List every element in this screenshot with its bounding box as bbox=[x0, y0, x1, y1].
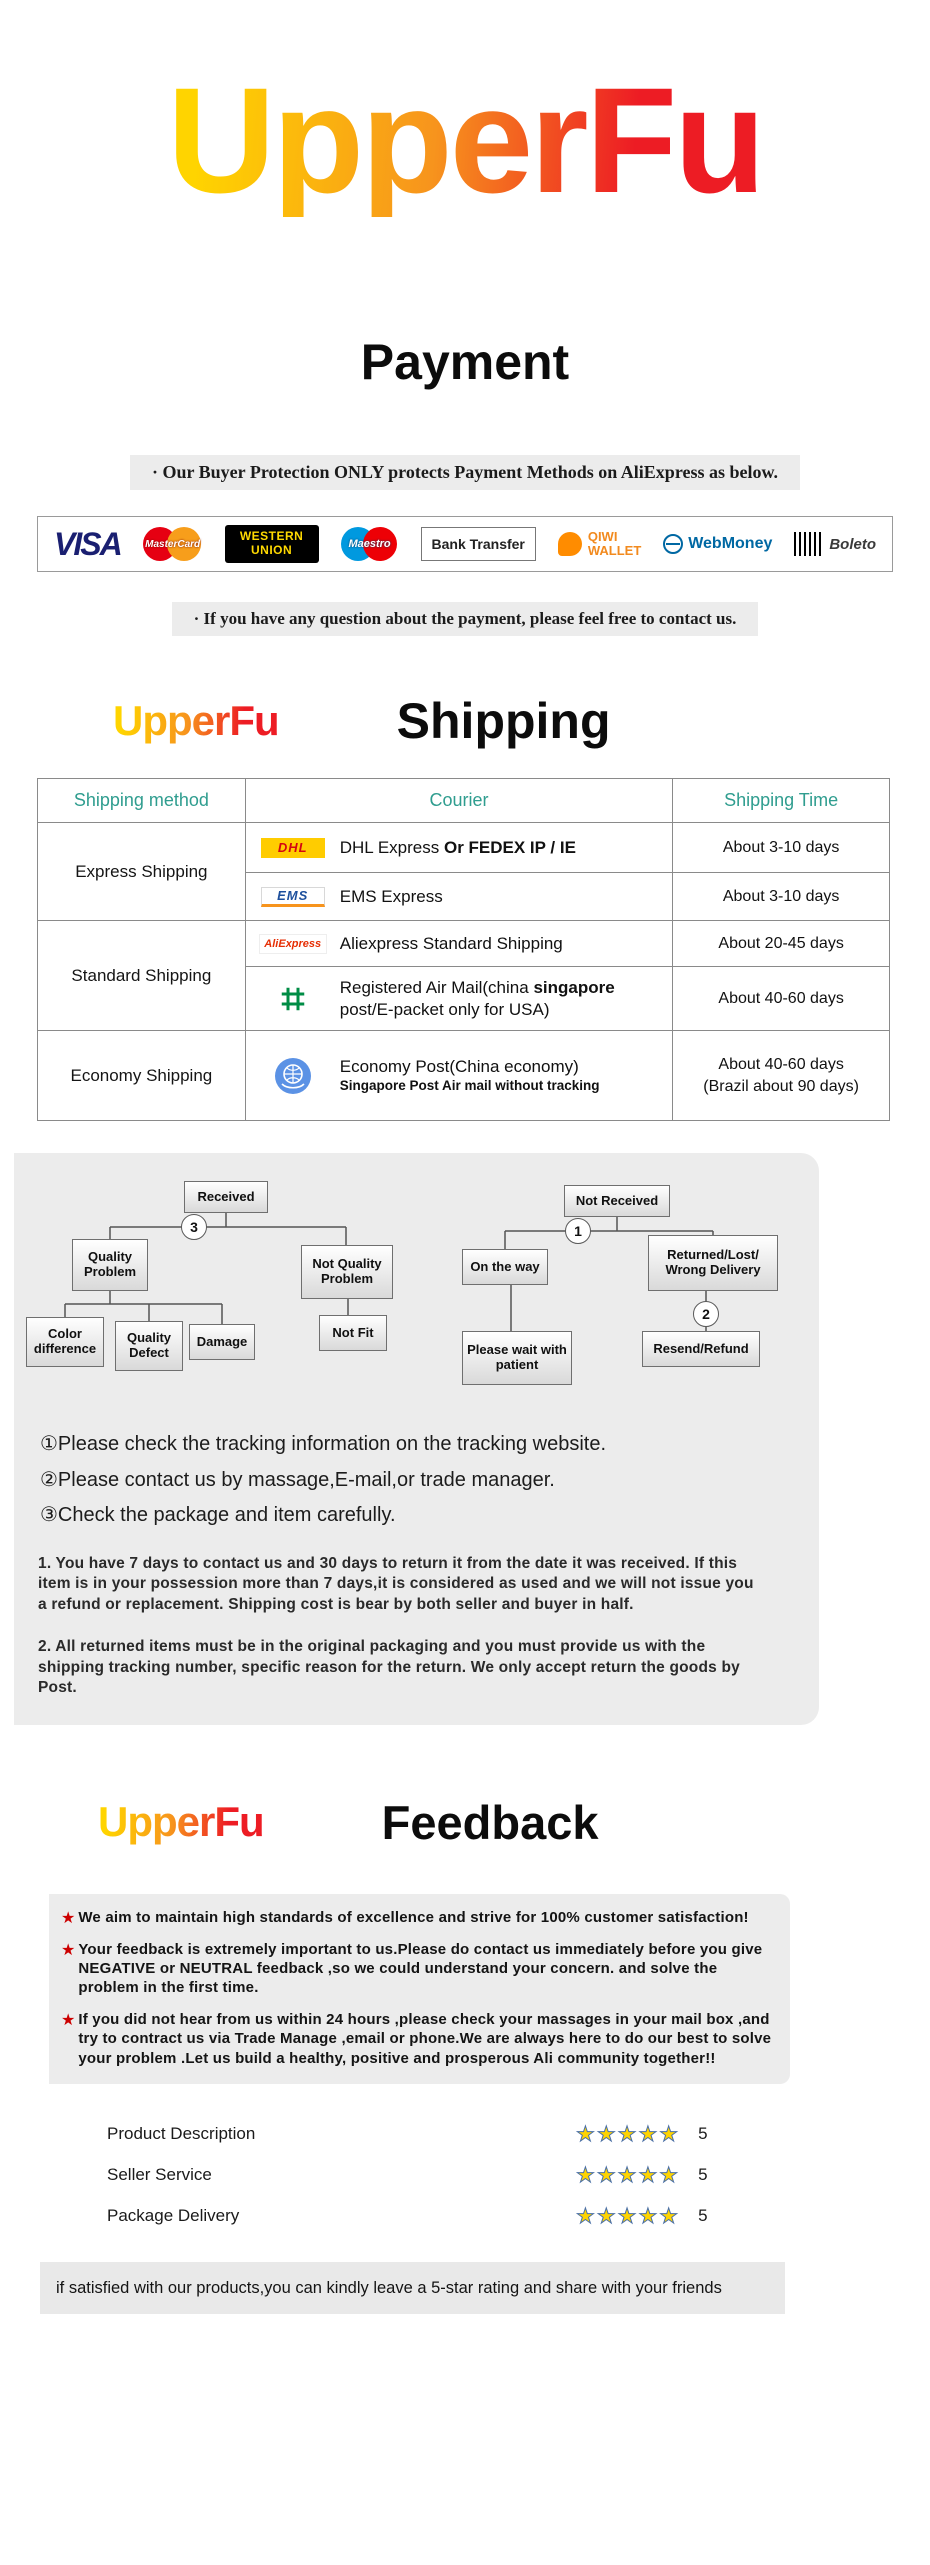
qiwi-wallet-logo bbox=[558, 530, 641, 559]
flow-box-quality-problem: Quality Problem bbox=[72, 1239, 148, 1291]
rating-list bbox=[107, 2122, 930, 2228]
returns-flowchart bbox=[26, 1171, 801, 1411]
rating-row bbox=[107, 2204, 930, 2228]
courier-name-bold: Or FEDEX IP / IE bbox=[443, 837, 576, 857]
rating-score: 5 bbox=[698, 2164, 708, 2184]
payment-contact-note: · If you have any question about the payment, please feel free to contact us. bbox=[172, 602, 759, 636]
return-policy-2: 2. All returned items must be in the original packaging and you must provide us with the shipping tracking number, specific reason for the return. We only accept return the goods by Post. bbox=[38, 1638, 740, 1697]
flow-box-please-wait: Please wait with patient bbox=[462, 1331, 572, 1385]
boleto-barcode-icon bbox=[794, 532, 824, 556]
rating-label: Product Description bbox=[107, 2123, 256, 2143]
courier-name-bold: Singapore Post Air mail without tracking bbox=[339, 1077, 600, 1093]
rating-score: 5 bbox=[698, 2123, 708, 2143]
feedback-section bbox=[0, 1795, 930, 2314]
rating-row bbox=[107, 2163, 930, 2187]
table-row bbox=[38, 823, 890, 873]
flow-box-resend-refund: Resend/Refund bbox=[642, 1331, 760, 1367]
courier-dhl-cell bbox=[245, 823, 673, 873]
time-cell: About 3-10 days bbox=[673, 823, 890, 873]
dhl-label: DHL bbox=[277, 840, 308, 855]
china-post-icon bbox=[258, 984, 328, 1014]
webmoney-globe-icon bbox=[663, 534, 683, 554]
courier-name: Aliexpress Standard Shipping bbox=[339, 933, 563, 953]
brand-logo-small: UpperFu bbox=[98, 1798, 264, 1845]
ems-logo-icon bbox=[258, 887, 328, 907]
time-cell: About 3-10 days bbox=[673, 873, 890, 921]
flowchart-notes bbox=[40, 1427, 807, 1534]
brand-logo: UpperFu bbox=[167, 56, 763, 224]
table-row bbox=[38, 921, 890, 967]
flow-box-not-fit: Not Fit bbox=[319, 1315, 387, 1351]
boleto-label: Boleto bbox=[829, 535, 876, 553]
rating-label: Package Delivery bbox=[107, 2205, 240, 2225]
feedback-point-text: Your feedback is extremely important to us.Please do contact us immediately before you give NEGATIVE or NEUTRAL feedback ,so we could understand your concern. and solve the problem in the first time. bbox=[78, 1940, 763, 1997]
feedback-point-text: We aim to maintain high standards of excellence and strive for 100% customer satisfaction! bbox=[78, 1908, 749, 1926]
maestro-label: Maestro bbox=[348, 538, 391, 550]
payment-title: Payment bbox=[360, 334, 570, 390]
rating-row bbox=[107, 2122, 930, 2146]
courier-ems-cell bbox=[245, 873, 673, 921]
flow-note-2: ②Please contact us by massage,E-mail,or trade manager. bbox=[40, 1468, 555, 1491]
webmoney-logo bbox=[663, 534, 772, 554]
shipping-section bbox=[0, 692, 930, 1121]
feedback-point-text: If you did not hear from us within 24 hours ,please check your massages in your mail box ,and try to contract us via Trade Manage ,email or phone.We are always here to do our best to solve your problem .Let us build a healthy, positive and prosperous Ali community together!! bbox=[78, 2011, 772, 2067]
shipping-header bbox=[0, 692, 930, 750]
brand-header bbox=[0, 0, 930, 224]
rating-score: 5 bbox=[698, 2205, 708, 2225]
courier-name: Economy Post(China economy) bbox=[339, 1057, 579, 1077]
courier-name: post/E-packet only for USA) bbox=[339, 999, 550, 1019]
returned-line1: Returned/Lost/ bbox=[667, 1247, 759, 1263]
returns-flow-panel bbox=[14, 1153, 819, 1725]
feedback-point bbox=[61, 1908, 774, 1927]
method-economy: Economy Shipping bbox=[38, 1031, 246, 1121]
flow-note-1: ①Please check the tracking information on the tracking website. bbox=[40, 1433, 606, 1455]
courier-airmail-cell bbox=[245, 967, 673, 1031]
feedback-title: Feedback bbox=[381, 1795, 599, 1849]
footer-note: if satisfied with our products,you can kindly leave a 5-star rating and share with your friends bbox=[40, 2262, 785, 2314]
courier-aliexpress-cell bbox=[245, 921, 673, 967]
flow-box-received: Received bbox=[184, 1181, 268, 1213]
flow-box-quality-defect: Quality Defect bbox=[115, 1321, 183, 1371]
feedback-header bbox=[0, 1795, 930, 1850]
buyer-protection-note: · Our Buyer Protection ONLY protects Payment Methods on AliExpress as below. bbox=[130, 455, 800, 490]
flow-box-not-received: Not Received bbox=[564, 1185, 670, 1217]
rating-label: Seller Service bbox=[107, 2164, 212, 2184]
flow-badge-1: 1 bbox=[565, 1218, 591, 1244]
china-post-emblem-icon bbox=[278, 984, 308, 1014]
visa-logo: VISA bbox=[54, 525, 121, 562]
flow-box-not-quality-problem: Not Quality Problem bbox=[301, 1245, 393, 1299]
returned-line2: Wrong Delivery bbox=[665, 1262, 761, 1277]
time-line2: (Brazil about 90 days) bbox=[703, 1077, 859, 1095]
return-policy-1: 1. You have 7 days to contact us and 30 days to return it from the date it was received. If this item is in your possession more than 7 days,it is considered as used and we will not issue you a refund or replacement. Shipping cost is bear by both seller and buyer in half. bbox=[38, 1554, 754, 1613]
shipping-title: Shipping bbox=[396, 693, 611, 749]
dhl-logo-icon bbox=[258, 838, 328, 858]
maestro-logo bbox=[341, 525, 399, 563]
payment-section bbox=[0, 333, 930, 636]
mastercard-logo bbox=[143, 525, 203, 563]
method-standard: Standard Shipping bbox=[38, 921, 246, 1031]
red-star-icon: ★ bbox=[61, 2010, 76, 2030]
western-union-line1: WESTERN bbox=[239, 529, 304, 544]
ems-label: EMS bbox=[277, 888, 309, 903]
boleto-logo bbox=[794, 532, 876, 556]
table-row bbox=[38, 1031, 890, 1121]
time-line1: About 40-60 days bbox=[718, 1055, 844, 1073]
mastercard-label: MasterCard bbox=[145, 539, 201, 550]
qiwi-line1: QIWI bbox=[587, 528, 618, 544]
flow-note-3: ③Check the package and item carefully. bbox=[40, 1504, 396, 1527]
qiwi-flame-icon bbox=[558, 532, 582, 556]
red-star-icon: ★ bbox=[61, 1907, 76, 1927]
brand-logo-small: UpperFu bbox=[113, 697, 279, 744]
aliexpress-logo-icon bbox=[258, 934, 328, 954]
feedback-point bbox=[61, 2010, 774, 2068]
five-star-rating-icon: ★★★★★ bbox=[576, 2203, 681, 2228]
flow-box-returned-lost bbox=[648, 1235, 778, 1291]
courier-name-bold: singapore bbox=[533, 978, 615, 998]
col-shipping-time: Shipping Time bbox=[673, 779, 890, 823]
flow-badge-2: 2 bbox=[693, 1301, 719, 1327]
time-cell: About 20-45 days bbox=[673, 921, 890, 967]
flowchart-connectors-icon bbox=[26, 1171, 801, 1411]
un-globe-emblem-icon bbox=[274, 1057, 312, 1095]
courier-name: Registered Air Mail(china bbox=[339, 978, 534, 998]
western-union-logo bbox=[225, 525, 319, 563]
western-union-line2: UNION bbox=[251, 543, 293, 557]
webmoney-label: WebMoney bbox=[688, 535, 773, 552]
time-cell: About 40-60 days bbox=[673, 967, 890, 1031]
un-post-icon bbox=[258, 1057, 328, 1095]
flow-badge-3: 3 bbox=[181, 1214, 207, 1240]
time-cell bbox=[673, 1031, 890, 1121]
courier-name: DHL Express bbox=[339, 837, 444, 857]
flow-box-color-difference: Color difference bbox=[26, 1317, 104, 1367]
qiwi-line2: WALLET bbox=[587, 543, 642, 558]
flow-box-damage: Damage bbox=[189, 1324, 255, 1360]
five-star-rating-icon: ★★★★★ bbox=[576, 2121, 681, 2146]
return-policies bbox=[38, 1554, 754, 1699]
table-header-row bbox=[38, 779, 890, 823]
method-express: Express Shipping bbox=[38, 823, 246, 921]
courier-name: EMS Express bbox=[339, 886, 443, 906]
col-courier: Courier bbox=[245, 779, 673, 823]
shipping-table bbox=[37, 778, 890, 1121]
payment-methods-strip bbox=[37, 516, 893, 572]
courier-economy-cell bbox=[245, 1031, 673, 1121]
bank-transfer-logo: Bank Transfer bbox=[421, 527, 536, 561]
col-shipping-method: Shipping method bbox=[38, 779, 246, 823]
feedback-points-panel bbox=[49, 1894, 790, 2084]
five-star-rating-icon: ★★★★★ bbox=[576, 2162, 681, 2187]
feedback-point bbox=[61, 1940, 774, 1998]
red-star-icon: ★ bbox=[61, 1939, 76, 1959]
flow-box-on-the-way: On the way bbox=[462, 1249, 548, 1285]
aliexpress-label: AliExpress bbox=[264, 937, 322, 950]
